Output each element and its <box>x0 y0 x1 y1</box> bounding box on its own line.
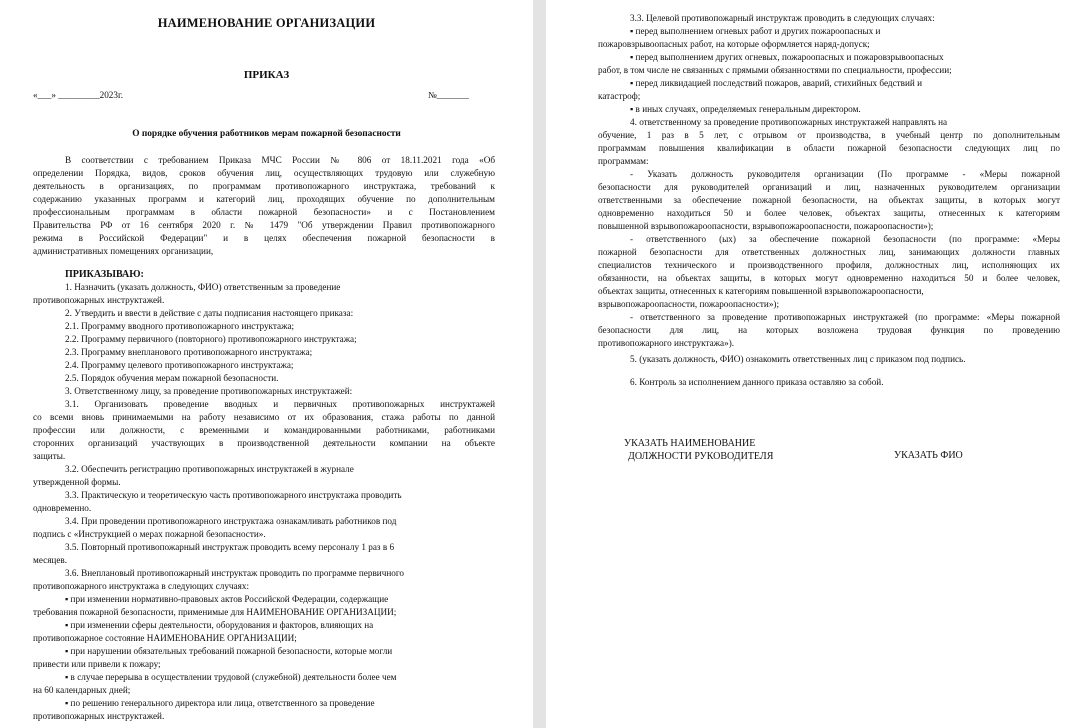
text-line: административных помещениях организации, <box>33 246 214 256</box>
text-line: противопожарных инструктажей. <box>33 711 165 721</box>
text-line: программам: <box>598 156 649 166</box>
bullet-item: ▪ при нарушении обязательных требований пожарной безопасности, которые могли <box>65 646 393 656</box>
document-page-2 <box>546 0 1090 728</box>
text-line: ответственными за обеспечение пожарной безопасности, на объектах защиты, в которых могут <box>598 195 1060 205</box>
item-3-2: 3.2. Обеспечить регистрацию противопожарных инструктажей в журнале <box>65 464 354 474</box>
text-line: противопожарного инструктажа в следующих случаях: <box>33 581 249 591</box>
order-date: «___» _________2023г. <box>33 90 124 100</box>
item-4-c: - ответственного за проведение противопожарных инструктажей (по программе: «Меры пожарной <box>630 312 1060 322</box>
text-line: требования пожарной безопасности, применимые для НАИМЕНОВАНИЕ ОРГАНИЗАЦИИ; <box>33 607 397 617</box>
bullet-item: ▪ по решению генерального директора или лица, ответственного за проведение <box>65 698 375 708</box>
bullet-item: ▪ перед выполнением огневых работ и других пожароопасных и <box>630 26 881 36</box>
item-3-3-targeted: 3.3. Целевой противопожарный инструктаж проводить в следующих случаях: <box>630 13 935 23</box>
signature-position <box>624 437 773 463</box>
text-line: катастроф; <box>598 91 641 101</box>
document-page-1 <box>0 0 533 728</box>
text-line: привести или привели к пожару; <box>33 659 161 669</box>
bullet-item: ▪ перед ликвидацией последствий пожаров, аварий, стихийных бедствий и <box>630 78 923 88</box>
text-line: утвержденной формы. <box>33 477 121 487</box>
text-line: режима в Российской Федерации" и в целях обеспечения пожарной безопасности в <box>33 233 495 243</box>
text-line: со всеми вновь принимаемыми на работу независимо от их образования, стажа работы по данной <box>33 412 495 422</box>
text-line: пожаровзрывоопасных работ, на которые оформляется наряд-допуск; <box>598 39 870 49</box>
text-line: профессии или должности, с временными и командированными работниками, работниками <box>33 425 495 435</box>
order-number: №_______ <box>428 90 469 100</box>
text-line: безопасности для лиц, на которых возложена трудовая функция по проведению <box>598 325 1060 335</box>
signature-name: УКАЗАТЬ ФИО <box>894 450 963 461</box>
item-2-1: 2.1. Программу вводного противопожарного инструктажа; <box>65 321 295 331</box>
page-gap <box>533 0 546 728</box>
item-1: 1. Назначить (указать должность, ФИО) ответственным за проведение <box>65 282 341 292</box>
text-line: противопожарных инструктажей. <box>33 295 165 305</box>
item-3-5: 3.5. Повторный противопожарный инструктаж проводить всему персоналу 1 раз в 6 <box>65 542 395 552</box>
bullet-item: ▪ в случае перерыва в осуществлении трудовой (служебной) деятельности более чем <box>65 672 397 682</box>
item-6: 6. Контроль за исполнением данного приказа оставляю за собой. <box>630 377 884 387</box>
text-line: Правительства РФ от 16 сентября 2020 г. № 1479 "Об утверждении Правил противопожарного <box>33 220 495 230</box>
text-line: программам повышения квалификации в области пожарной безопасности следующих лиц по <box>598 143 1060 153</box>
bullet-item: ▪ при изменении сферы деятельности, оборудования и факторов, влияющих на <box>65 620 374 630</box>
bullet-item: ▪ при изменении нормативно-правовых актов Российской Федерации, содержащие <box>65 594 389 604</box>
item-2-3: 2.3. Программу внепланового противопожарного инструктажа; <box>65 347 313 357</box>
item-5: 5. (указать должность, ФИО) ознакомить ответственных лиц с приказом под подпись. <box>630 354 966 364</box>
item-2: 2. Утвердить и ввести в действие с даты подписания настоящего приказа: <box>65 308 354 318</box>
text-line: профессиональным программам в области пожарной безопасности» и с Постановлением <box>33 207 495 217</box>
text-line: повышенной взрывопожароопасности, взрывопожароопасности, пожароопасности»); <box>598 221 934 231</box>
signature-position-line-1: УКАЗАТЬ НАИМЕНОВАНИЕ <box>624 438 756 449</box>
text-line: пожарной безопасности для ответственных должностных лиц, занимающих должности главных <box>598 247 1060 257</box>
item-3-3: 3.3. Практическую и теоретическую часть противопожарного инструктажа проводить <box>65 490 402 500</box>
preamble <box>33 154 495 258</box>
text-line: защиты. <box>33 451 66 461</box>
item-2-2: 2.2. Программу первичного (повторного) противопожарного инструктажа; <box>65 334 357 344</box>
text-line: на 60 календарных дней; <box>33 685 131 695</box>
organization-name: НАИМЕНОВАНИЕ ОРГАНИЗАЦИИ <box>157 16 376 30</box>
text-line: сторонних организаций участвующих в производственной деятельности компании на объекте <box>33 438 495 448</box>
text-line: одновременно находиться 50 и более человек, объектах защиты, отнесенных к категориям <box>598 208 1060 218</box>
text-line: подпись с «Инструкцией о мерах пожарной безопасности». <box>33 529 266 539</box>
item-2-5: 2.5. Порядок обучения мерам пожарной безопасности. <box>65 373 279 383</box>
bullet-item: ▪ перед выполнением других огневых, пожароопасных и пожаровзрывоопасных <box>630 52 944 62</box>
orders-heading: ПРИКАЗЫВАЮ: <box>65 269 144 280</box>
text-line: деятельность в организациях, по программам противопожарного инструктажа, требований к <box>33 181 495 191</box>
item-3-4: 3.4. При проведении противопожарного инструктажа ознакамливать работников под <box>65 516 397 526</box>
item-3: 3. Ответственному лицу, за проведение противопожарных инструктажей: <box>65 386 353 396</box>
text-line: специалистов технического и производственного профиля, должностных лиц, исполняющих их <box>598 260 1060 270</box>
text-line: определении Порядка, видов, сроков обучения лиц, осуществляющих трудовую или служебную <box>33 168 495 178</box>
order-items <box>33 268 495 723</box>
text-line: В соответствии с требованием Приказа МЧС России № 806 от 18.11.2021 года «Об <box>65 155 495 165</box>
item-2-4: 2.4. Программу целевого противопожарного инструктажа; <box>65 360 294 370</box>
item-4-b: - ответственного (ых) за обеспечение пожарной безопасности (по программе: «Меры <box>630 234 1060 244</box>
item-3-6: 3.6. Внеплановый противопожарный инструктаж проводить по программе первичного <box>65 568 404 578</box>
text-line: противопожарного инструктажа»). <box>598 338 735 348</box>
item-4: 4. ответственному за проведение противопожарных инструктажей направлять на <box>630 117 948 127</box>
text-line: противопожарное состояние НАИМЕНОВАНИЕ ОРГАНИЗАЦИИ; <box>33 633 297 643</box>
text-line: месяцев. <box>33 555 68 565</box>
text-line: безопасности для руководителей организаций и лиц, назначенных руководителем организации <box>598 182 1060 192</box>
order-title: О порядке обучения работников мерам пожарной безопасности <box>132 129 401 139</box>
text-line: содержанию указанных программ и категорий лиц, проходящих обучение по дополнительным <box>33 194 495 204</box>
text-line: одновременно. <box>33 503 92 513</box>
order-heading: ПРИКАЗ <box>243 69 290 81</box>
right-column-text <box>598 12 1060 389</box>
bullet-item: ▪ в иных случаях, определяемых генеральным директором. <box>630 104 861 114</box>
text-line: обучение, 1 раз в 5 лет, с отрывом от производства, в учебный центр по дополнительным <box>598 130 1060 140</box>
text-line: объектах защиты, отнесенных к категориям повышенной взрывопожароопасности, <box>598 286 924 296</box>
item-4-a: - Указать должность руководителя организации (По программе - «Меры пожарной <box>630 169 1060 179</box>
text-line: обязанности, на объектах защиты, в которых могут одновременно находиться 50 и более человек, <box>598 273 1060 283</box>
text-line: работ, в том числе не связанных с прямыми обязанностями по специальности, профессии; <box>598 65 952 75</box>
item-3-1: 3.1. Организовать проведение вводных и первичных противопожарных инструктажей <box>65 399 495 409</box>
text-line: взрывопожароопасности, пожароопасности»); <box>598 299 780 309</box>
signature-position-line-2: ДОЛЖНОСТИ РУКОВОДИТЕЛЯ <box>628 451 774 462</box>
